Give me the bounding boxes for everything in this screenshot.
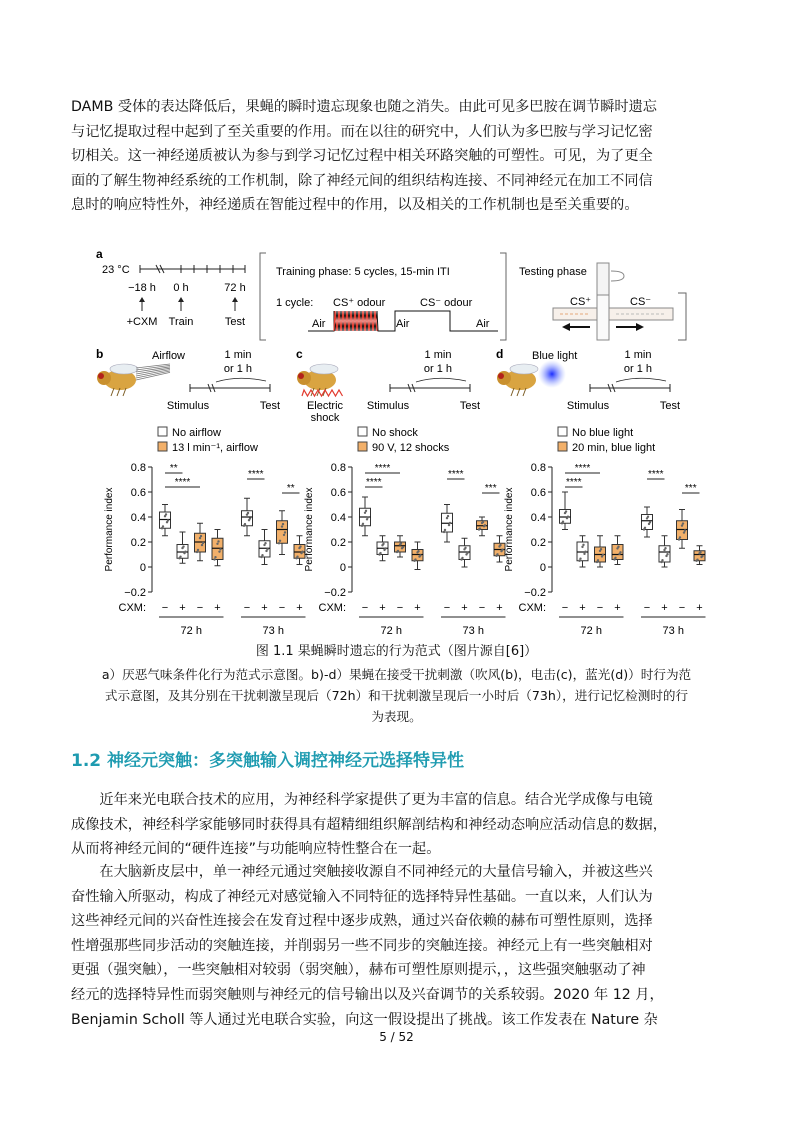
data-point <box>247 512 249 514</box>
data-point <box>182 545 184 547</box>
data-point <box>565 510 567 512</box>
box <box>242 498 253 536</box>
data-point <box>614 557 616 559</box>
data-point <box>466 552 468 554</box>
data-point <box>449 522 451 524</box>
significance-label: *** <box>484 483 497 494</box>
significance-label: ** <box>169 463 178 474</box>
testing-phase-title: Testing phase <box>519 266 587 278</box>
data-point <box>447 515 449 517</box>
box <box>612 536 623 565</box>
data-point <box>283 534 285 536</box>
cxm-tick: − <box>643 602 651 614</box>
cxm-tick: + <box>179 602 186 614</box>
data-point <box>197 549 199 551</box>
text-line: 更强（强突触），一些突触相对较弱（弱突触），赫布可塑性原则提示，，这些强突触驱动了神 <box>71 962 646 979</box>
group-label: 73 h <box>462 625 484 637</box>
data-point <box>278 542 280 544</box>
data-point <box>684 529 686 531</box>
cxm-tick: + <box>496 602 503 614</box>
data-point <box>296 556 298 558</box>
panel-label: c <box>296 347 303 361</box>
box <box>595 536 606 567</box>
data-point <box>597 559 599 561</box>
y-tick-label: 0.2 <box>130 537 146 549</box>
data-point <box>218 550 220 552</box>
test-label: Test <box>659 400 681 412</box>
data-point <box>461 557 463 559</box>
significance-label: **** <box>365 477 382 488</box>
y-tick-label: 0.6 <box>130 487 146 499</box>
cxm-tick: − <box>396 602 404 614</box>
cxm-tick: − <box>478 602 486 614</box>
data-point <box>367 516 369 518</box>
box <box>677 510 688 549</box>
cxm-label: CXM: <box>518 602 546 614</box>
cxm-tick: + <box>579 602 586 614</box>
box <box>212 530 223 566</box>
cxm-tick: − <box>678 602 686 614</box>
data-point <box>499 544 501 546</box>
data-point <box>382 543 384 545</box>
text-line: 式示意图，及其分别在干扰刺激呈现后（72h）和干扰刺激呈现后一小时后（73h），进行记忆检测时的行 <box>104 688 689 703</box>
significance-label: **** <box>247 469 264 480</box>
text-line: 面的了解生物神经系统的工作机制，除了神经元间的组织结构连接、不同神经元在加工不同信 <box>71 172 653 189</box>
cxm-tick: + <box>214 602 221 614</box>
text-line: Benjamin Scholl 等人通过光电联合实验，向这一假设提出了挑战。该工作发表在 Nature 杂 <box>71 1011 658 1028</box>
legend-swatch <box>558 427 567 436</box>
cxm-tick: − <box>278 602 286 614</box>
group-label: 73 h <box>262 625 284 637</box>
data-point <box>567 515 569 517</box>
significance-label: ** <box>286 483 295 494</box>
text-line: 为表现。 <box>371 709 422 724</box>
data-point <box>617 546 619 548</box>
cxm-tick: + <box>614 602 621 614</box>
data-point <box>244 523 246 525</box>
data-point <box>644 527 646 529</box>
data-point <box>184 550 186 552</box>
data-point <box>397 550 399 552</box>
data-point <box>602 554 604 556</box>
data-point <box>582 544 584 546</box>
event-label: Test <box>224 316 246 328</box>
stimulus-name: Airflow <box>152 350 186 362</box>
data-point <box>482 521 484 523</box>
cxm-tick: + <box>461 602 468 614</box>
data-point <box>699 551 701 553</box>
significance-label: **** <box>174 477 191 488</box>
cxm-tick: − <box>161 602 169 614</box>
cxm-tick: − <box>196 602 204 614</box>
data-point <box>484 524 486 526</box>
box <box>577 536 588 567</box>
data-point <box>201 544 203 546</box>
data-point <box>696 558 698 560</box>
stimulus-label: Stimulus <box>366 400 410 412</box>
stimulus-name: Electric <box>306 400 344 412</box>
box <box>560 492 571 530</box>
cxm-tick: − <box>361 602 369 614</box>
data-point <box>199 537 201 539</box>
y-tick-label: 0.2 <box>330 537 346 549</box>
data-point <box>562 521 564 523</box>
y-axis-label: Performance index <box>504 487 515 572</box>
data-point <box>282 523 284 525</box>
data-point <box>299 545 301 547</box>
interval-label: 1 min <box>424 349 452 361</box>
data-point <box>384 547 386 549</box>
text-line: 切相关。这一神经递质被认为参与到学习记忆过程中相关环路突触的可塑性。可见，为了更全 <box>71 148 653 165</box>
data-point <box>678 538 680 540</box>
figure-note <box>71 664 722 727</box>
data-point <box>681 524 683 526</box>
cycle-label: 1 cycle: <box>276 297 314 309</box>
time-label: −18 h <box>128 282 156 294</box>
box <box>442 505 453 543</box>
cxm-tick: + <box>261 602 268 614</box>
box <box>177 532 188 563</box>
data-point <box>216 543 218 545</box>
data-point <box>679 536 681 538</box>
data-point <box>417 550 419 552</box>
text-line: 在大脑新皮层中，单一神经元通过突触接收源自不同神经元的大量信号输入，并被这些兴 <box>99 864 653 880</box>
box <box>412 542 423 570</box>
cxm-tick: + <box>296 602 303 614</box>
data-point <box>365 510 367 512</box>
data-point <box>379 552 381 554</box>
legend-swatch <box>158 427 167 436</box>
y-tick-label: 0.6 <box>530 487 546 499</box>
data-point <box>202 542 204 544</box>
y-axis-label: Performance index <box>104 487 115 572</box>
box <box>160 505 171 536</box>
data-point <box>165 513 167 515</box>
significance-label: *** <box>684 483 697 494</box>
data-point <box>402 546 404 548</box>
y-tick-label: 0.4 <box>330 512 346 524</box>
data-point <box>584 551 586 553</box>
box <box>360 497 371 536</box>
group-label: 73 h <box>662 625 684 637</box>
stimulus-name: Blue light <box>532 350 578 362</box>
legend-label: 90 V, 12 shocks <box>372 442 450 454</box>
figure-1-1 <box>90 245 703 663</box>
cxm-tick: − <box>443 602 451 614</box>
data-point <box>196 551 198 553</box>
panel-a <box>96 247 686 340</box>
y-tick-label: 0 <box>539 562 546 574</box>
figure-caption: 图 1.1 果蝇瞬时遗忘的行为范式（图片源自[6]） <box>255 644 538 659</box>
panel-label: a <box>96 247 103 261</box>
y-tick-label: 0.2 <box>530 537 546 549</box>
data-point <box>419 554 421 556</box>
data-point <box>647 516 649 518</box>
paragraph <box>71 788 722 862</box>
test-label: Test <box>459 400 481 412</box>
data-point <box>443 531 445 533</box>
text-line: 性增强那些同步活动的突触连接，并削弱另一些不同步的突触连接。神经元上有一些突触相对 <box>71 937 653 954</box>
text-line: 从而将神经元间的“硬件连接”与功能响应特性整合在一起。 <box>71 841 441 858</box>
text-line: DAMB 受体的表达降低后，果蝇的瞬时遗忘现象也随之消失。由此可见多巴胺在调节瞬时遗忘 <box>71 99 657 115</box>
data-point <box>414 558 416 560</box>
data-point <box>167 519 169 521</box>
text-line: 息时的响应特性外，神经递质在智能过程中的作用，以及相关的工作机制也是至关重要的。 <box>71 197 639 214</box>
page-number: 5 / 52 <box>379 1030 414 1044</box>
data-point <box>600 548 602 550</box>
air-label: Air <box>476 318 490 330</box>
box <box>459 538 470 567</box>
data-point <box>578 560 580 562</box>
data-point <box>619 551 621 553</box>
cxm-tick: + <box>696 602 703 614</box>
data-point <box>649 521 651 523</box>
temperature-label: 23 °C <box>102 264 130 276</box>
stimulus-name: shock <box>310 412 340 424</box>
legend-label: No blue light <box>572 427 634 439</box>
group-label: 72 h <box>180 625 202 637</box>
cxm-tick: + <box>379 602 386 614</box>
data-point <box>464 547 466 549</box>
cs-plus-label: CS⁺ odour <box>333 297 386 309</box>
data-point <box>213 558 215 560</box>
significance-label: **** <box>574 463 591 474</box>
y-tick-label: −0.2 <box>124 587 146 599</box>
air-label: Air <box>312 318 326 330</box>
boxplot-c <box>304 462 506 637</box>
interval-label: 1 min <box>224 349 252 361</box>
legend-swatch <box>158 442 167 451</box>
legend-label: No shock <box>372 427 418 439</box>
cxm-label: CXM: <box>318 602 346 614</box>
test-label: Test <box>259 400 281 412</box>
data-point <box>214 556 216 558</box>
data-point <box>400 542 402 544</box>
data-point <box>683 531 685 533</box>
y-tick-label: 0 <box>139 562 146 574</box>
data-point <box>264 542 266 544</box>
data-point <box>284 531 286 533</box>
fly-icon <box>497 364 538 396</box>
group-label: 72 h <box>580 625 602 637</box>
training-phase-title: Training phase: 5 cycles, 15-min ITI <box>276 266 450 278</box>
legend-label: No airflow <box>172 427 221 439</box>
box <box>277 511 288 555</box>
box <box>377 536 388 561</box>
cxm-tick: − <box>243 602 251 614</box>
time-label: 72 h <box>224 282 246 294</box>
data-point <box>200 535 202 537</box>
panel-c-header <box>296 347 480 454</box>
stimulus-label: Stimulus <box>166 400 210 412</box>
data-point <box>446 517 448 519</box>
boxplot-b <box>104 462 306 637</box>
boxplot-d <box>504 462 706 637</box>
time-label: 0 h <box>173 282 189 294</box>
data-point <box>661 559 663 561</box>
y-tick-label: 0.4 <box>530 512 546 524</box>
y-tick-label: 0.6 <box>330 487 346 499</box>
fly-icon <box>97 364 138 396</box>
y-tick-label: 0.4 <box>130 512 146 524</box>
text-line: 成像技术，神经科学家能够同时获得具有超精细组织解剖结构和神经动态响应活动信息的数据， <box>71 816 667 833</box>
y-tick-label: 0.8 <box>530 462 546 474</box>
box <box>477 517 488 536</box>
paragraph <box>71 860 722 1032</box>
legend-label: 20 min, blue light <box>572 442 656 454</box>
panel-label: b <box>96 347 104 361</box>
data-point <box>249 517 251 519</box>
group-label: 72 h <box>380 625 402 637</box>
data-point <box>583 553 585 555</box>
significance-label: **** <box>565 477 582 488</box>
box <box>659 536 670 567</box>
text-line: 奋性输入所驱动，构成了神经元对感觉输入不同特征的选择特异性基础。一直以来，人们认为 <box>71 888 653 905</box>
data-point <box>448 524 450 526</box>
data-point <box>219 548 221 550</box>
y-tick-label: −0.2 <box>524 587 546 599</box>
section-heading: 1.2 神经元突触：多突触输入调控神经元选择特异性 <box>71 751 465 771</box>
test-cs-plus: CS⁺ <box>570 296 592 308</box>
cxm-tick: + <box>414 602 421 614</box>
interval-label: 1 min <box>624 349 652 361</box>
y-axis-label: Performance index <box>304 487 315 572</box>
interval-label: or 1 h <box>423 363 453 375</box>
data-point <box>579 557 581 559</box>
air-label: Air <box>396 318 410 330</box>
interval-label: or 1 h <box>623 363 653 375</box>
panel-b-header <box>96 347 280 454</box>
box <box>642 507 653 537</box>
significance-label: **** <box>374 463 391 474</box>
box <box>195 523 206 561</box>
event-label: +CXM <box>126 316 158 328</box>
y-tick-label: 0 <box>339 562 346 574</box>
event-label: Train <box>168 316 194 328</box>
text-line: 经元的选择特异性而弱突触则与神经元的信号输出以及兴奋调节的关系较弱。2020 年 12 月， <box>71 986 664 1003</box>
significance-label: **** <box>647 469 664 480</box>
cxm-tick: − <box>596 602 604 614</box>
y-tick-label: 0.8 <box>130 462 146 474</box>
y-tick-label: −0.2 <box>324 587 346 599</box>
data-point <box>281 525 283 527</box>
data-point <box>266 548 268 550</box>
y-tick-label: 0.8 <box>330 462 346 474</box>
legend-label: 13 l min⁻¹, airflow <box>172 442 258 454</box>
data-point <box>664 547 666 549</box>
data-point <box>444 529 446 531</box>
legend-swatch <box>558 442 567 451</box>
cxm-tick: + <box>661 602 668 614</box>
data-point <box>496 553 498 555</box>
box <box>395 536 406 557</box>
data-point <box>261 554 263 556</box>
text-line: 这些神经元间的兴奋性连接会在发育过程中逐步成熟，通过兴奋依赖的赫布可塑性原则，选择 <box>71 913 653 930</box>
data-point <box>279 540 281 542</box>
text-line: 与记忆提取过程中起到了至关重要的作用。而在以往的研究中，人们认为多巴胺与学习记忆密 <box>71 123 653 140</box>
text-line: a）厌恶气味条件化行为范式示意图。b)-d）果蝇在接受干扰刺激（吹风(b)，电击(c)，蓝光(d)）时行为范 <box>101 667 692 682</box>
cxm-label: CXM: <box>118 602 146 614</box>
data-point <box>701 555 703 557</box>
box <box>259 530 270 565</box>
panel-label: d <box>496 347 504 361</box>
data-point <box>581 546 583 548</box>
interval-label: or 1 h <box>223 363 253 375</box>
data-point <box>179 556 181 558</box>
box <box>694 546 705 565</box>
panel-d-header <box>496 347 680 454</box>
data-point <box>682 522 684 524</box>
test-cs-minus: CS⁻ <box>630 296 652 308</box>
legend-swatch <box>358 442 367 451</box>
intro-paragraph <box>71 95 722 218</box>
legend-swatch <box>358 427 367 436</box>
text-line: 近年来光电联合技术的应用，为神经科学家提供了更为丰富的信息。结合光学成像与电镜 <box>99 792 653 808</box>
data-point <box>162 525 164 527</box>
cs-minus-label: CS⁻ odour <box>420 297 473 309</box>
data-point <box>666 553 668 555</box>
data-point <box>362 523 364 525</box>
cxm-tick: − <box>561 602 569 614</box>
stimulus-label: Stimulus <box>566 400 610 412</box>
data-point <box>479 527 481 529</box>
significance-label: **** <box>447 469 464 480</box>
data-point <box>217 540 219 542</box>
